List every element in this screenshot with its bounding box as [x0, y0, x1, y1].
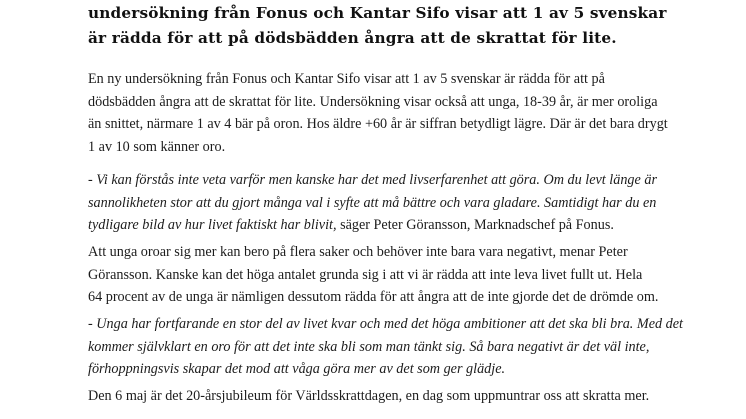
quote-line: - Unga har fortfarande en stor del av livet kvar och med det höga ambitioner att det ska bli bra. Med det: [88, 316, 683, 332]
intro-paragraph: [88, 68, 708, 158]
paragraph-line: 64 procent av de unga är nämligen dessutom rädda för att ångra att de inte gjorde det de drömde om.: [88, 289, 659, 305]
quote-text: tydligare bild av hur livet faktiskt har blivit,: [88, 217, 337, 233]
quote-line: kommer självklart en oro för att det inte ska bli som man tänkt sig. Så bara negativt är det väl inte,: [88, 338, 650, 355]
paragraph-line: En ny undersökning från Fonus och Kantar Sifo visar att 1 av 5 svenskar är rädda för att på: [88, 71, 605, 87]
paragraph-line: 1 av 10 som känner oro.: [88, 138, 226, 155]
quote-line: sannolikheten stor att du gjort många val i syfte att må bättre och vara gladare. Samtidigt har du en: [88, 194, 657, 211]
quote-paragraph-2: [88, 313, 708, 381]
quote-paragraph-1: [88, 169, 708, 237]
paragraph-line: än snittet, närmare 1 av 4 bär på oron. Hos äldre +60 år är siffran betydligt lägre. Där är det bara drygt: [88, 116, 668, 132]
headline-line: undersökning från Fonus och Kantar Sifo visar att 1 av 5 svenskar: [88, 4, 667, 22]
quote-line: - Vi kan förstås inte veta varför men kanske har det med livserfarenhet att göra. Om du levt länge är: [88, 172, 657, 188]
quote-attribution: säger Peter Göransson, Marknadschef på Fonus.: [336, 217, 614, 233]
body-paragraph-2: [88, 241, 708, 309]
body-paragraph-3: [88, 385, 708, 408]
paragraph-line: Göransson. Kanske kan det höga antalet grunda sig i att vi är rädda att inte leva livet fullt ut. Hela: [88, 266, 643, 283]
paragraph-line: dödsbädden ångra att de skrattat för lite. Undersökning visar också att unga, 18-39 år, är mer oroliga: [88, 93, 658, 110]
paragraph-line: Att unga oroar sig mer kan bero på flera saker och behöver inte bara vara negativt, menar Peter: [88, 244, 628, 260]
headline: [88, 1, 668, 51]
headline-line: är rädda för att på dödsbädden ångra att de skrattat för lite.: [88, 29, 617, 47]
quote-line: förhoppningsvis skapar det mod att våga göra mer av det som ger glädje.: [88, 361, 506, 377]
paragraph-line: Den 6 maj är det 20-årsjubileum för Världsskrattdagen, en dag som uppmuntrar oss att skratta mer.: [88, 388, 650, 404]
quote-line-with-attribution: [88, 214, 708, 237]
